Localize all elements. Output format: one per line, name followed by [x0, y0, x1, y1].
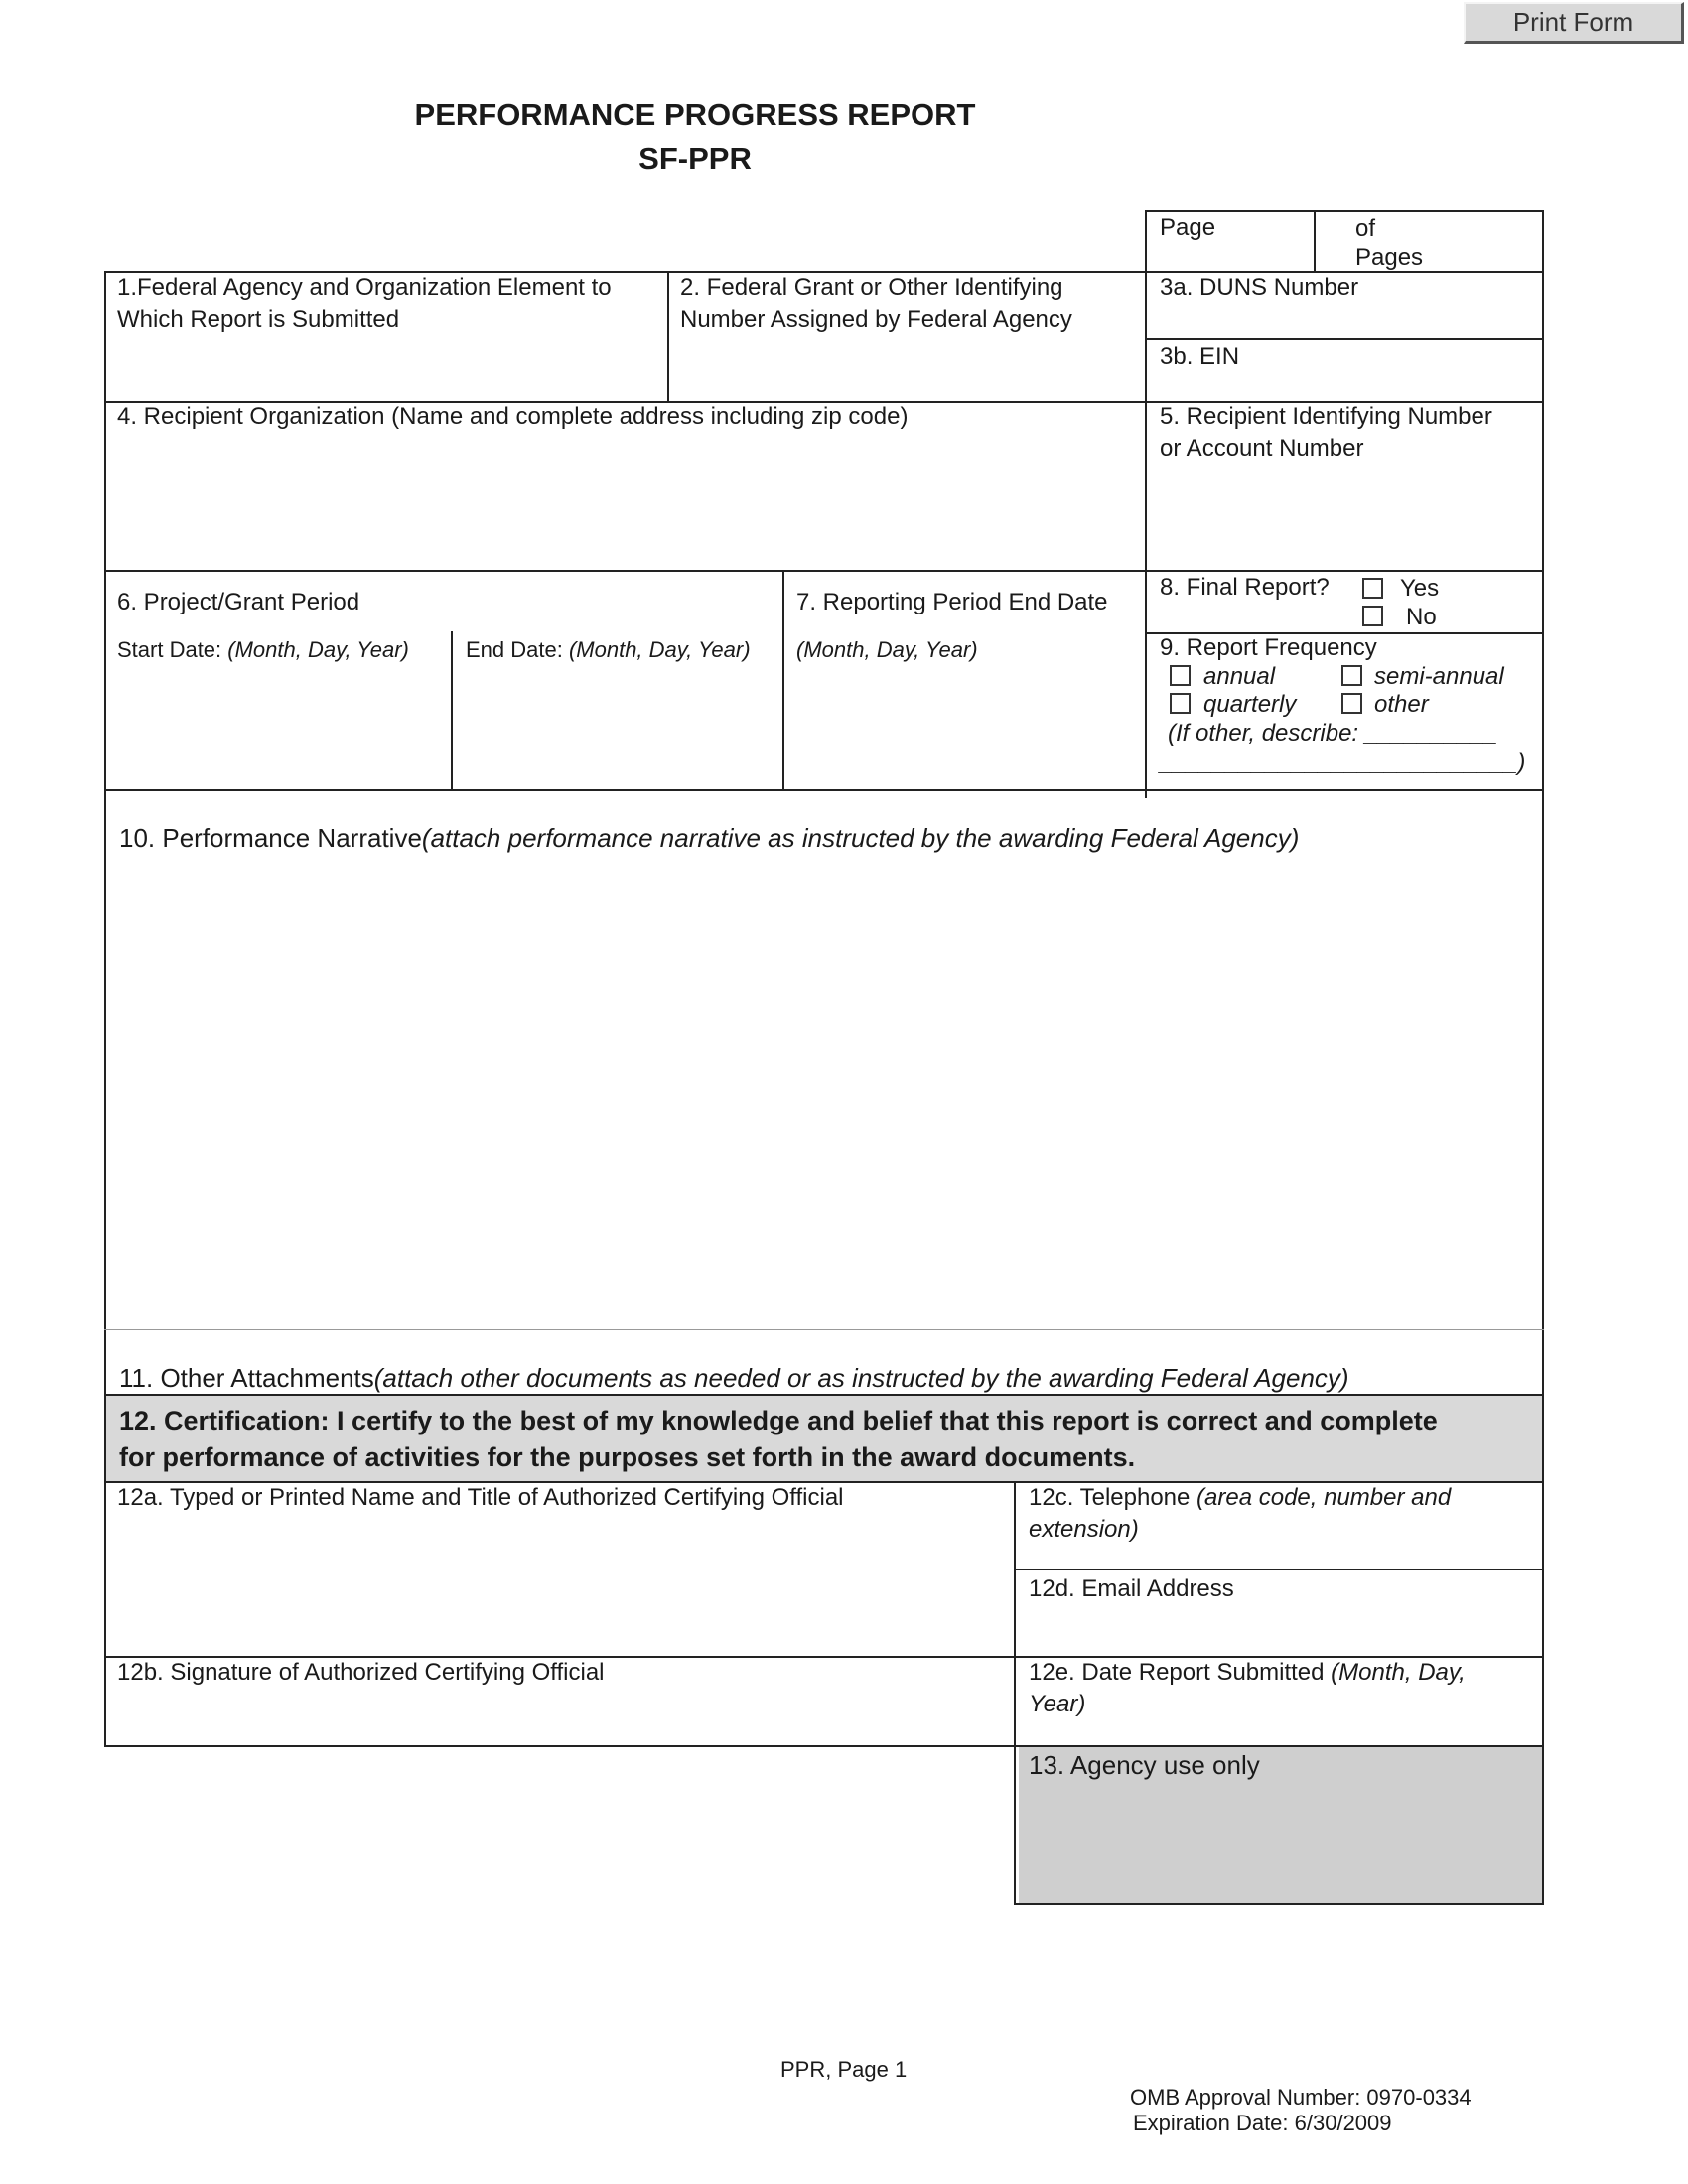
- telephone-hint-cont: extension): [1029, 1516, 1139, 1543]
- other-checkbox[interactable]: [1341, 693, 1362, 714]
- reporting-period-end-field[interactable]: [788, 667, 1140, 784]
- rule: [104, 1745, 1544, 1747]
- end-date-text: End Date:: [466, 637, 569, 662]
- recipient-organization-field[interactable]: [109, 435, 1140, 566]
- field-12a-label: 12a. Typed or Printed Name and Title of Authorized Certifying Official: [117, 1484, 844, 1511]
- field-13-label: 13. Agency use only: [1029, 1750, 1260, 1780]
- narrative-label: 10. Performance Narrative: [119, 823, 422, 853]
- signature-field[interactable]: [111, 1690, 1009, 1741]
- final-report-no-checkbox[interactable]: [1362, 606, 1383, 626]
- end-date-field[interactable]: [457, 667, 778, 784]
- duns-number-field[interactable]: [1152, 304, 1537, 336]
- telephone-label: 12c. Telephone: [1029, 1484, 1197, 1511]
- federal-agency-field[interactable]: [109, 338, 663, 397]
- grant-number-field[interactable]: [675, 338, 1140, 397]
- telephone-hint: (area code, number and: [1196, 1484, 1452, 1511]
- field-8-label: 8. Final Report?: [1160, 574, 1330, 601]
- date-submitted-label: 12e. Date Report Submitted: [1029, 1659, 1332, 1686]
- field-6-label: 6. Project/Grant Period: [117, 589, 360, 615]
- no-label: No: [1406, 604, 1437, 630]
- start-date-field[interactable]: [109, 667, 445, 784]
- field-7-hint: (Month, Day, Year): [796, 637, 978, 662]
- date-submitted-hint-cont: Year): [1029, 1691, 1086, 1717]
- rule: [104, 789, 1544, 791]
- certification-line-1: 12. Certification: I certify to the best of my knowledge and belief that this report is correct and complete: [119, 1406, 1438, 1435]
- field-5-label: 5. Recipient Identifying Number: [1160, 403, 1492, 430]
- page-title: PERFORMANCE PROGRESS REPORT: [414, 97, 976, 132]
- quarterly-checkbox[interactable]: [1170, 693, 1191, 714]
- semi-annual-checkbox[interactable]: [1341, 665, 1362, 686]
- certification-line-2: for performance of activities for the purposes set forth in the award documents.: [119, 1442, 1136, 1472]
- rule: [1014, 1569, 1544, 1570]
- field-12b-label: 12b. Signature of Authorized Certifying Official: [117, 1659, 605, 1686]
- attachments-label: 11. Other Attachments: [119, 1363, 374, 1393]
- end-date-hint: (Month, Day, Year): [568, 637, 751, 662]
- start-date-hint: (Month, Day, Year): [227, 637, 409, 662]
- rule: [1014, 1903, 1544, 1905]
- field-12c-label: [1029, 1482, 1451, 1514]
- page-number-field[interactable]: [1192, 214, 1309, 264]
- yes-label: Yes: [1400, 575, 1440, 602]
- other-describe-line: ___________________________): [1160, 750, 1526, 776]
- rule: [1542, 210, 1544, 1904]
- field-3a-label: 3a. DUNS Number: [1160, 274, 1359, 301]
- semi-annual-label: semi-annual: [1374, 663, 1504, 690]
- rule: [1145, 338, 1543, 340]
- certifying-official-name-field[interactable]: [111, 1517, 1009, 1650]
- page-footer: PPR, Page 1: [780, 2057, 908, 2082]
- narrative-hint: (attach performance narrative as instructed by the awarding Federal Agency): [421, 823, 1300, 853]
- annual-checkbox[interactable]: [1170, 665, 1191, 686]
- field-1-label: 1.Federal Agency and Organization Element to: [117, 274, 612, 301]
- rule: [1314, 210, 1316, 271]
- rule: [1014, 1481, 1016, 1904]
- recipient-id-field[interactable]: [1152, 467, 1537, 566]
- page-label: Page: [1160, 214, 1216, 241]
- expiration-date: Expiration Date: 6/30/2009: [1133, 2111, 1392, 2135]
- omb-approval-number: OMB Approval Number: 0970-0334: [1130, 2085, 1472, 2110]
- other-describe-label: (If other, describe: __________: [1168, 720, 1498, 747]
- print-form-button[interactable]: Print Form: [1464, 2, 1684, 44]
- rule: [104, 1329, 1544, 1330]
- field-3b-label: 3b. EIN: [1160, 343, 1240, 370]
- start-date-text: Start Date:: [117, 637, 228, 662]
- rule: [104, 271, 106, 1746]
- date-submitted-field[interactable]: [1092, 1690, 1537, 1741]
- rule: [451, 631, 453, 789]
- form-code: SF-PPR: [638, 141, 752, 176]
- rule: [667, 271, 669, 401]
- performance-narrative-field[interactable]: [111, 864, 1537, 1322]
- field-11-label: [119, 1362, 1349, 1394]
- field-9-label: 9. Report Frequency: [1160, 634, 1377, 661]
- field-12d-label: 12d. Email Address: [1029, 1575, 1234, 1602]
- quarterly-label: quarterly: [1203, 691, 1297, 718]
- start-date-label: [117, 635, 409, 665]
- final-report-yes-checkbox[interactable]: [1362, 578, 1383, 599]
- other-label: other: [1374, 691, 1429, 718]
- ein-field[interactable]: [1251, 341, 1537, 397]
- date-submitted-hint: (Month, Day,: [1331, 1659, 1466, 1686]
- rule: [1145, 210, 1147, 798]
- field-2-label: 2. Federal Grant or Other Identifying: [680, 274, 1063, 301]
- telephone-field[interactable]: [1023, 1545, 1537, 1567]
- other-describe-field[interactable]: [1370, 718, 1509, 777]
- field-1-label-cont: Which Report is Submitted: [117, 306, 400, 333]
- pages-label: Pages: [1355, 244, 1424, 271]
- field-10-label: [119, 822, 1299, 854]
- field-4-label: 4. Recipient Organization (Name and complete address including zip code): [117, 403, 909, 430]
- of-label: of: [1355, 215, 1376, 242]
- field-5-label-cont: or Account Number: [1160, 435, 1364, 462]
- annual-label: annual: [1203, 663, 1276, 690]
- attachments-hint: (attach other documents as needed or as instructed by the awarding Federal Agency): [373, 1363, 1349, 1393]
- email-field[interactable]: [1023, 1606, 1537, 1652]
- field-12e-label: [1029, 1657, 1466, 1689]
- field-7-label: 7. Reporting Period End Date: [796, 589, 1108, 615]
- end-date-label: [466, 635, 751, 665]
- field-2-label-cont: Number Assigned by Federal Agency: [680, 306, 1072, 333]
- rule: [782, 570, 784, 789]
- rule: [104, 1394, 1544, 1396]
- page-count-field[interactable]: [1430, 214, 1539, 264]
